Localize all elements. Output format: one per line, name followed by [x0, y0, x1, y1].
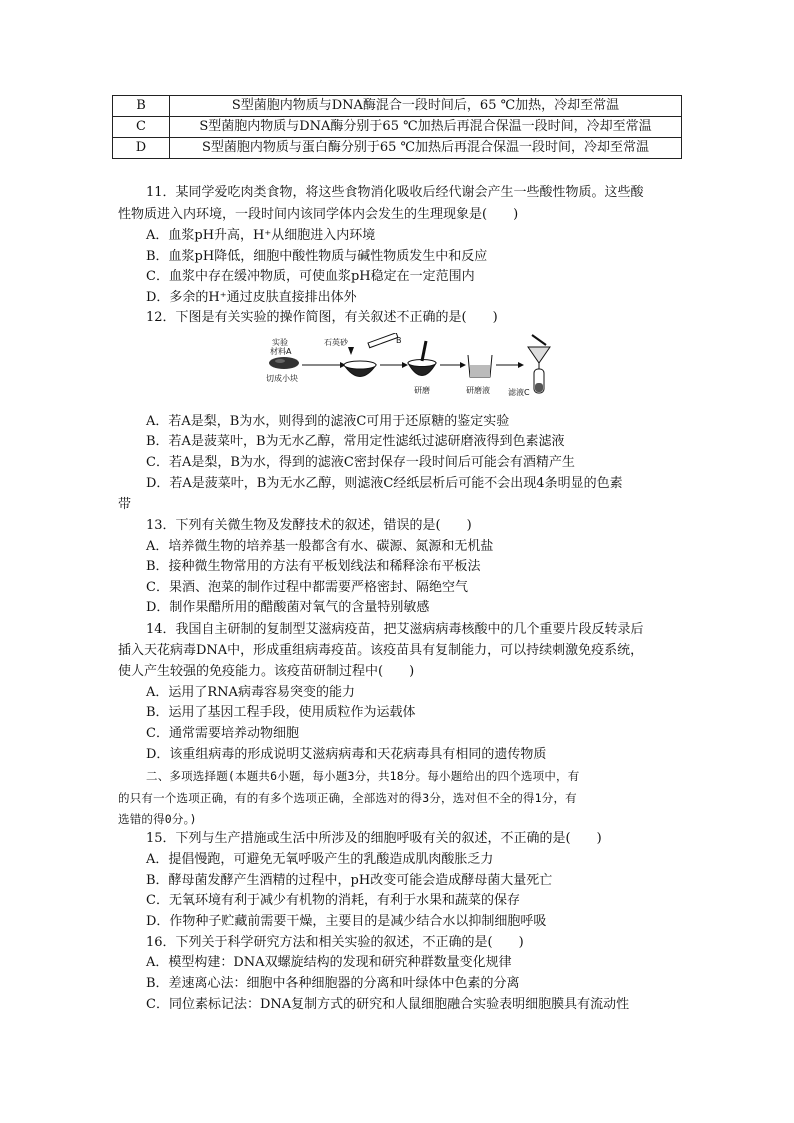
row-text: S型菌胞内物质与蛋白酶分别于65 ℃加热后再混合保温一段时间，冷却至常温 [170, 138, 682, 159]
q16-option-c: C．同位素标记法：DNA复制方式的研究和人鼠细胞融合实验表明细胞膜具有流动性 [146, 997, 630, 1012]
q11-stem: 11．某同学爱吃肉类食物，将这些食物消化吸收后经代谢会产生一些酸性物质。这些酸 [146, 185, 644, 200]
table-row [113, 138, 682, 159]
q14-stem: 14．我国自主研制的复制型艾滋病疫苗，把艾滋病病毒核酸中的几个重要片段反转录后 [146, 622, 644, 637]
q11-option-d: D．多余的H⁺通过皮肤直接排出体外 [146, 290, 357, 305]
q11-option-a: A．血浆pH升高，H⁺从细胞进入内环境 [146, 228, 376, 243]
row-key: D [113, 138, 170, 159]
q13-option-b: B．接种微生物常用的方法有平板划线法和稀释涂布平板法 [146, 559, 481, 574]
q15-option-d: D．作物种子贮藏前需要干燥，主要目的是减少结合水以抑制细胞呼吸 [146, 914, 547, 929]
row-text: S型菌胞内物质与DNA酶分别于65 ℃加热后再混合保温一段时间，冷却至常温 [170, 117, 682, 138]
q16-stem: 16．下列关于科学研究方法和相关实验的叙述，不正确的是( ) [146, 935, 524, 950]
q12-option-a: A．若A是梨，B为水，则得到的滤液C可用于还原糖的鉴定实验 [146, 414, 510, 429]
figure-b-label: B [396, 336, 402, 345]
q13-option-a: A．培养微生物的培养基一般都含有水、碳源、氮源和无机盐 [146, 539, 494, 554]
q11-stem-cont: 性物质进入内环境，一段时间内该同学体内会发生的生理现象是( ) [118, 207, 519, 222]
q13-option-d: D．制作果醋所用的醋酸菌对氧气的含量特别敏感 [146, 600, 430, 615]
row-text: S型菌胞内物质与DNA酶混合一段时间后，65 ℃加热，冷却至常温 [170, 96, 682, 117]
q13-stem: 13．下列有关微生物及发酵技术的叙述，错误的是( ) [146, 518, 472, 533]
q15-option-c: C．无氧环境有利于减少有机物的消耗，有利于水果和蔬菜的保存 [146, 893, 520, 908]
section2-instructions: 的只有一个选项正确，有的有多个选项正确，全部选对的得3分，选对但不全的得1分，有 [118, 791, 577, 805]
grinding-mortar-icon [408, 341, 436, 376]
q15-option-b: B．酵母菌发酵产生酒精的过程中，pH改变可能会造成酵母菌大量死亡 [146, 873, 553, 888]
material-chunks-icon [269, 357, 299, 369]
row-key: B [113, 96, 170, 117]
q14-option-b: B．运用了基因工程手段，使用质粒作为运载体 [146, 705, 416, 720]
section2-instructions-cont: 选错的得0分。) [118, 812, 197, 826]
figure-grind-label: 研磨 [414, 386, 430, 395]
figure-cut-label: 切成小块 [266, 374, 298, 383]
q12-option-b: B．若A是菠菜叶，B为无水乙醇，常用定性滤纸过滤研磨液得到色素滤液 [146, 434, 565, 449]
q16-option-a: A．模型构建：DNA双螺旋结构的发现和研究种群数量变化规律 [146, 955, 512, 970]
q14-stem-cont2: 使人产生较强的免疫能力。该疫苗研制过程中( ) [118, 664, 415, 679]
pipette-icon [368, 333, 398, 348]
row-key: C [113, 117, 170, 138]
beaker-icon [468, 355, 492, 377]
q12-stem: 12．下图是有关实验的操作简图，有关叙述不正确的是( ) [146, 310, 498, 325]
section2-heading: 二、多项选择题(本题共6小题，每小题3分，共18分。每小题给出的四个选项中，有 [146, 769, 580, 783]
q13-option-c: C．果酒、泡菜的制作过程中都需要严格密封、隔绝空气 [146, 580, 468, 595]
figure-material-label: 实验材料A [270, 338, 292, 356]
arrow-3-head [460, 362, 466, 368]
figure-liquid-label: 研磨液 [466, 386, 490, 395]
q12-option-d: D．若A是菠菜叶，B为无水乙醇，则滤液C经纸层析后可能不会出现4条明显的色素 [146, 476, 623, 491]
arrow-2-head [402, 362, 408, 368]
q15-option-a: A．提倡慢跑，可避免无氧呼吸产生的乳酸造成肌肉酸胀乏力 [146, 852, 494, 867]
options-table [112, 95, 682, 159]
filter-funnel-icon [528, 335, 550, 393]
table-row [113, 117, 682, 138]
experiment-figure [262, 333, 562, 403]
figure-sand-label: 石英砂 [324, 338, 348, 347]
arrow-4-head [518, 362, 524, 368]
q15-stem: 15．下列与生产措施或生活中所涉及的细胞呼吸有关的叙述，不正确的是( ) [146, 831, 602, 846]
q11-option-b: B．血浆pH降低，细胞中酸性物质与碱性物质发生中和反应 [146, 249, 488, 264]
q14-option-c: C．通常需要培养动物细胞 [146, 726, 299, 741]
q14-option-d: D．该重组病毒的形成说明艾滋病病毒和天花病毒具有相同的遗传物质 [146, 747, 547, 762]
table-row [113, 96, 682, 117]
q16-option-b: B．差速离心法：细胞中各种细胞器的分离和叶绿体中色素的分离 [146, 976, 520, 991]
figure-filtrate-label: 滤液C [508, 388, 530, 397]
q14-option-a: A．运用了RNA病毒容易突变的能力 [146, 685, 355, 700]
mortar-icon [344, 347, 376, 377]
q14-stem-cont: 插入天花病毒DNA中，形成重组病毒疫苗。该疫苗具有复制能力，可以持续刺激免疫系统， [118, 643, 644, 658]
q12-option-d-cont: 带 [118, 497, 132, 512]
q12-option-c: C．若A是梨，B为水，得到的滤液C密封保存一段时间后可能会有酒精产生 [146, 455, 575, 470]
q11-option-c: C．血浆中存在缓冲物质，可使血浆pH稳定在一定范围内 [146, 269, 475, 284]
